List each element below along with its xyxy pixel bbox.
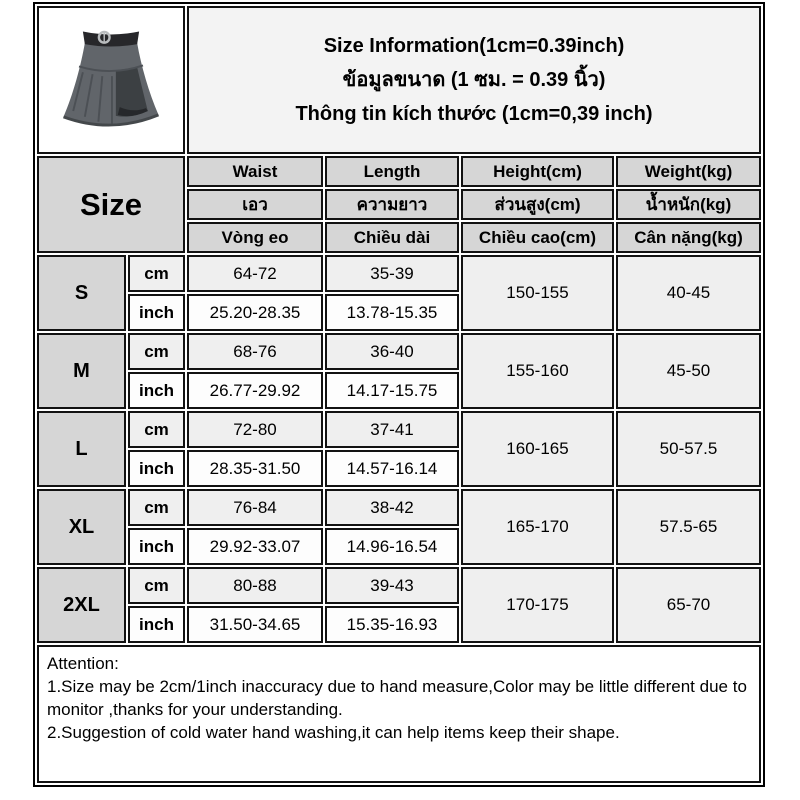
unit-cm-s: cm: [128, 255, 185, 292]
col-header-waist-th: เอว: [187, 189, 323, 220]
unit-cm-2xl: cm: [128, 567, 185, 604]
size-corner-header: Size: [37, 156, 185, 253]
2xl-length-inch: 15.35-16.93: [325, 606, 459, 643]
l-waist-cm: 72-80: [187, 411, 323, 448]
column-header-row-en: [37, 156, 761, 187]
col-header-length-en: Length: [325, 156, 459, 187]
m-weight: 45-50: [616, 333, 761, 409]
col-header-weight-vi: Cân nặng(kg): [616, 222, 761, 253]
m-waist-inch: 26.77-29.92: [187, 372, 323, 409]
s-weight: 40-45: [616, 255, 761, 331]
xl-length-cm: 38-42: [325, 489, 459, 526]
2xl-weight: 65-70: [616, 567, 761, 643]
xl-waist-inch: 29.92-33.07: [187, 528, 323, 565]
m-height: 155-160: [461, 333, 614, 409]
size-info-title-cell: [187, 6, 761, 154]
xl-weight: 57.5-65: [616, 489, 761, 565]
title-line-english: Size Information(1cm=0.39inch): [323, 35, 625, 57]
pleated-skirt-image: [48, 21, 174, 139]
s-length-inch: 13.78-15.35: [325, 294, 459, 331]
l-weight: 50-57.5: [616, 411, 761, 487]
col-header-height-en: Height(cm): [461, 156, 614, 187]
col-header-weight-en: Weight(kg): [616, 156, 761, 187]
col-header-height-vi: Chiều cao(cm): [461, 222, 614, 253]
unit-inch-xl: inch: [128, 528, 185, 565]
attention-line-2: 2.Suggestion of cold water hand washing,it can help items keep their shape.: [47, 723, 620, 742]
s-waist-inch: 25.20-28.35: [187, 294, 323, 331]
2xl-waist-inch: 31.50-34.65: [187, 606, 323, 643]
2xl-waist-cm: 80-88: [187, 567, 323, 604]
xl-waist-cm: 76-84: [187, 489, 323, 526]
col-header-height-th: ส่วนสูง(cm): [461, 189, 614, 220]
product-image: [39, 21, 183, 139]
title-line-thai: ข้อมูลขนาด (1 ซม. = 0.39 นิ้ว): [342, 69, 606, 91]
size-label-m: M: [37, 333, 126, 409]
size-label-s: S: [37, 255, 126, 331]
col-header-waist-vi: Vòng eo: [187, 222, 323, 253]
l-height: 160-165: [461, 411, 614, 487]
attention-line-1: 1.Size may be 2cm/1inch inaccuracy due to hand measure,Color may be little different due to monitor ,thanks for your understanding.: [47, 677, 747, 719]
size-label-l: L: [37, 411, 126, 487]
attention-row: [37, 645, 761, 783]
m-length-inch: 14.17-15.75: [325, 372, 459, 409]
title-row: [37, 6, 761, 154]
unit-inch-s: inch: [128, 294, 185, 331]
unit-cm-m: cm: [128, 333, 185, 370]
col-header-waist-en: Waist: [187, 156, 323, 187]
size-label-xl: XL: [37, 489, 126, 565]
unit-cm-xl: cm: [128, 489, 185, 526]
table-row-m-cm: [37, 333, 761, 370]
unit-inch-2xl: inch: [128, 606, 185, 643]
table-row-2xl-cm: [37, 567, 761, 604]
xl-length-inch: 14.96-16.54: [325, 528, 459, 565]
table-row-l-cm: [37, 411, 761, 448]
s-length-cm: 35-39: [325, 255, 459, 292]
table-row-xl-cm: [37, 489, 761, 526]
unit-cm-l: cm: [128, 411, 185, 448]
size-information-table: [33, 2, 765, 787]
table-row-s-cm: [37, 255, 761, 292]
m-length-cm: 36-40: [325, 333, 459, 370]
col-header-weight-th: น้ำหนัก(kg): [616, 189, 761, 220]
attention-note: [37, 645, 761, 783]
col-header-length-vi: Chiều dài: [325, 222, 459, 253]
2xl-length-cm: 39-43: [325, 567, 459, 604]
m-waist-cm: 68-76: [187, 333, 323, 370]
unit-inch-m: inch: [128, 372, 185, 409]
title-line-vietnamese: Thông tin kích thước (1cm=0,39 inch): [295, 103, 653, 125]
xl-height: 165-170: [461, 489, 614, 565]
l-length-inch: 14.57-16.14: [325, 450, 459, 487]
product-image-cell: [37, 6, 185, 154]
l-waist-inch: 28.35-31.50: [187, 450, 323, 487]
2xl-height: 170-175: [461, 567, 614, 643]
unit-inch-l: inch: [128, 450, 185, 487]
size-label-2xl: 2XL: [37, 567, 126, 643]
l-length-cm: 37-41: [325, 411, 459, 448]
col-header-length-th: ความยาว: [325, 189, 459, 220]
s-waist-cm: 64-72: [187, 255, 323, 292]
s-height: 150-155: [461, 255, 614, 331]
attention-heading: Attention:: [47, 654, 119, 673]
